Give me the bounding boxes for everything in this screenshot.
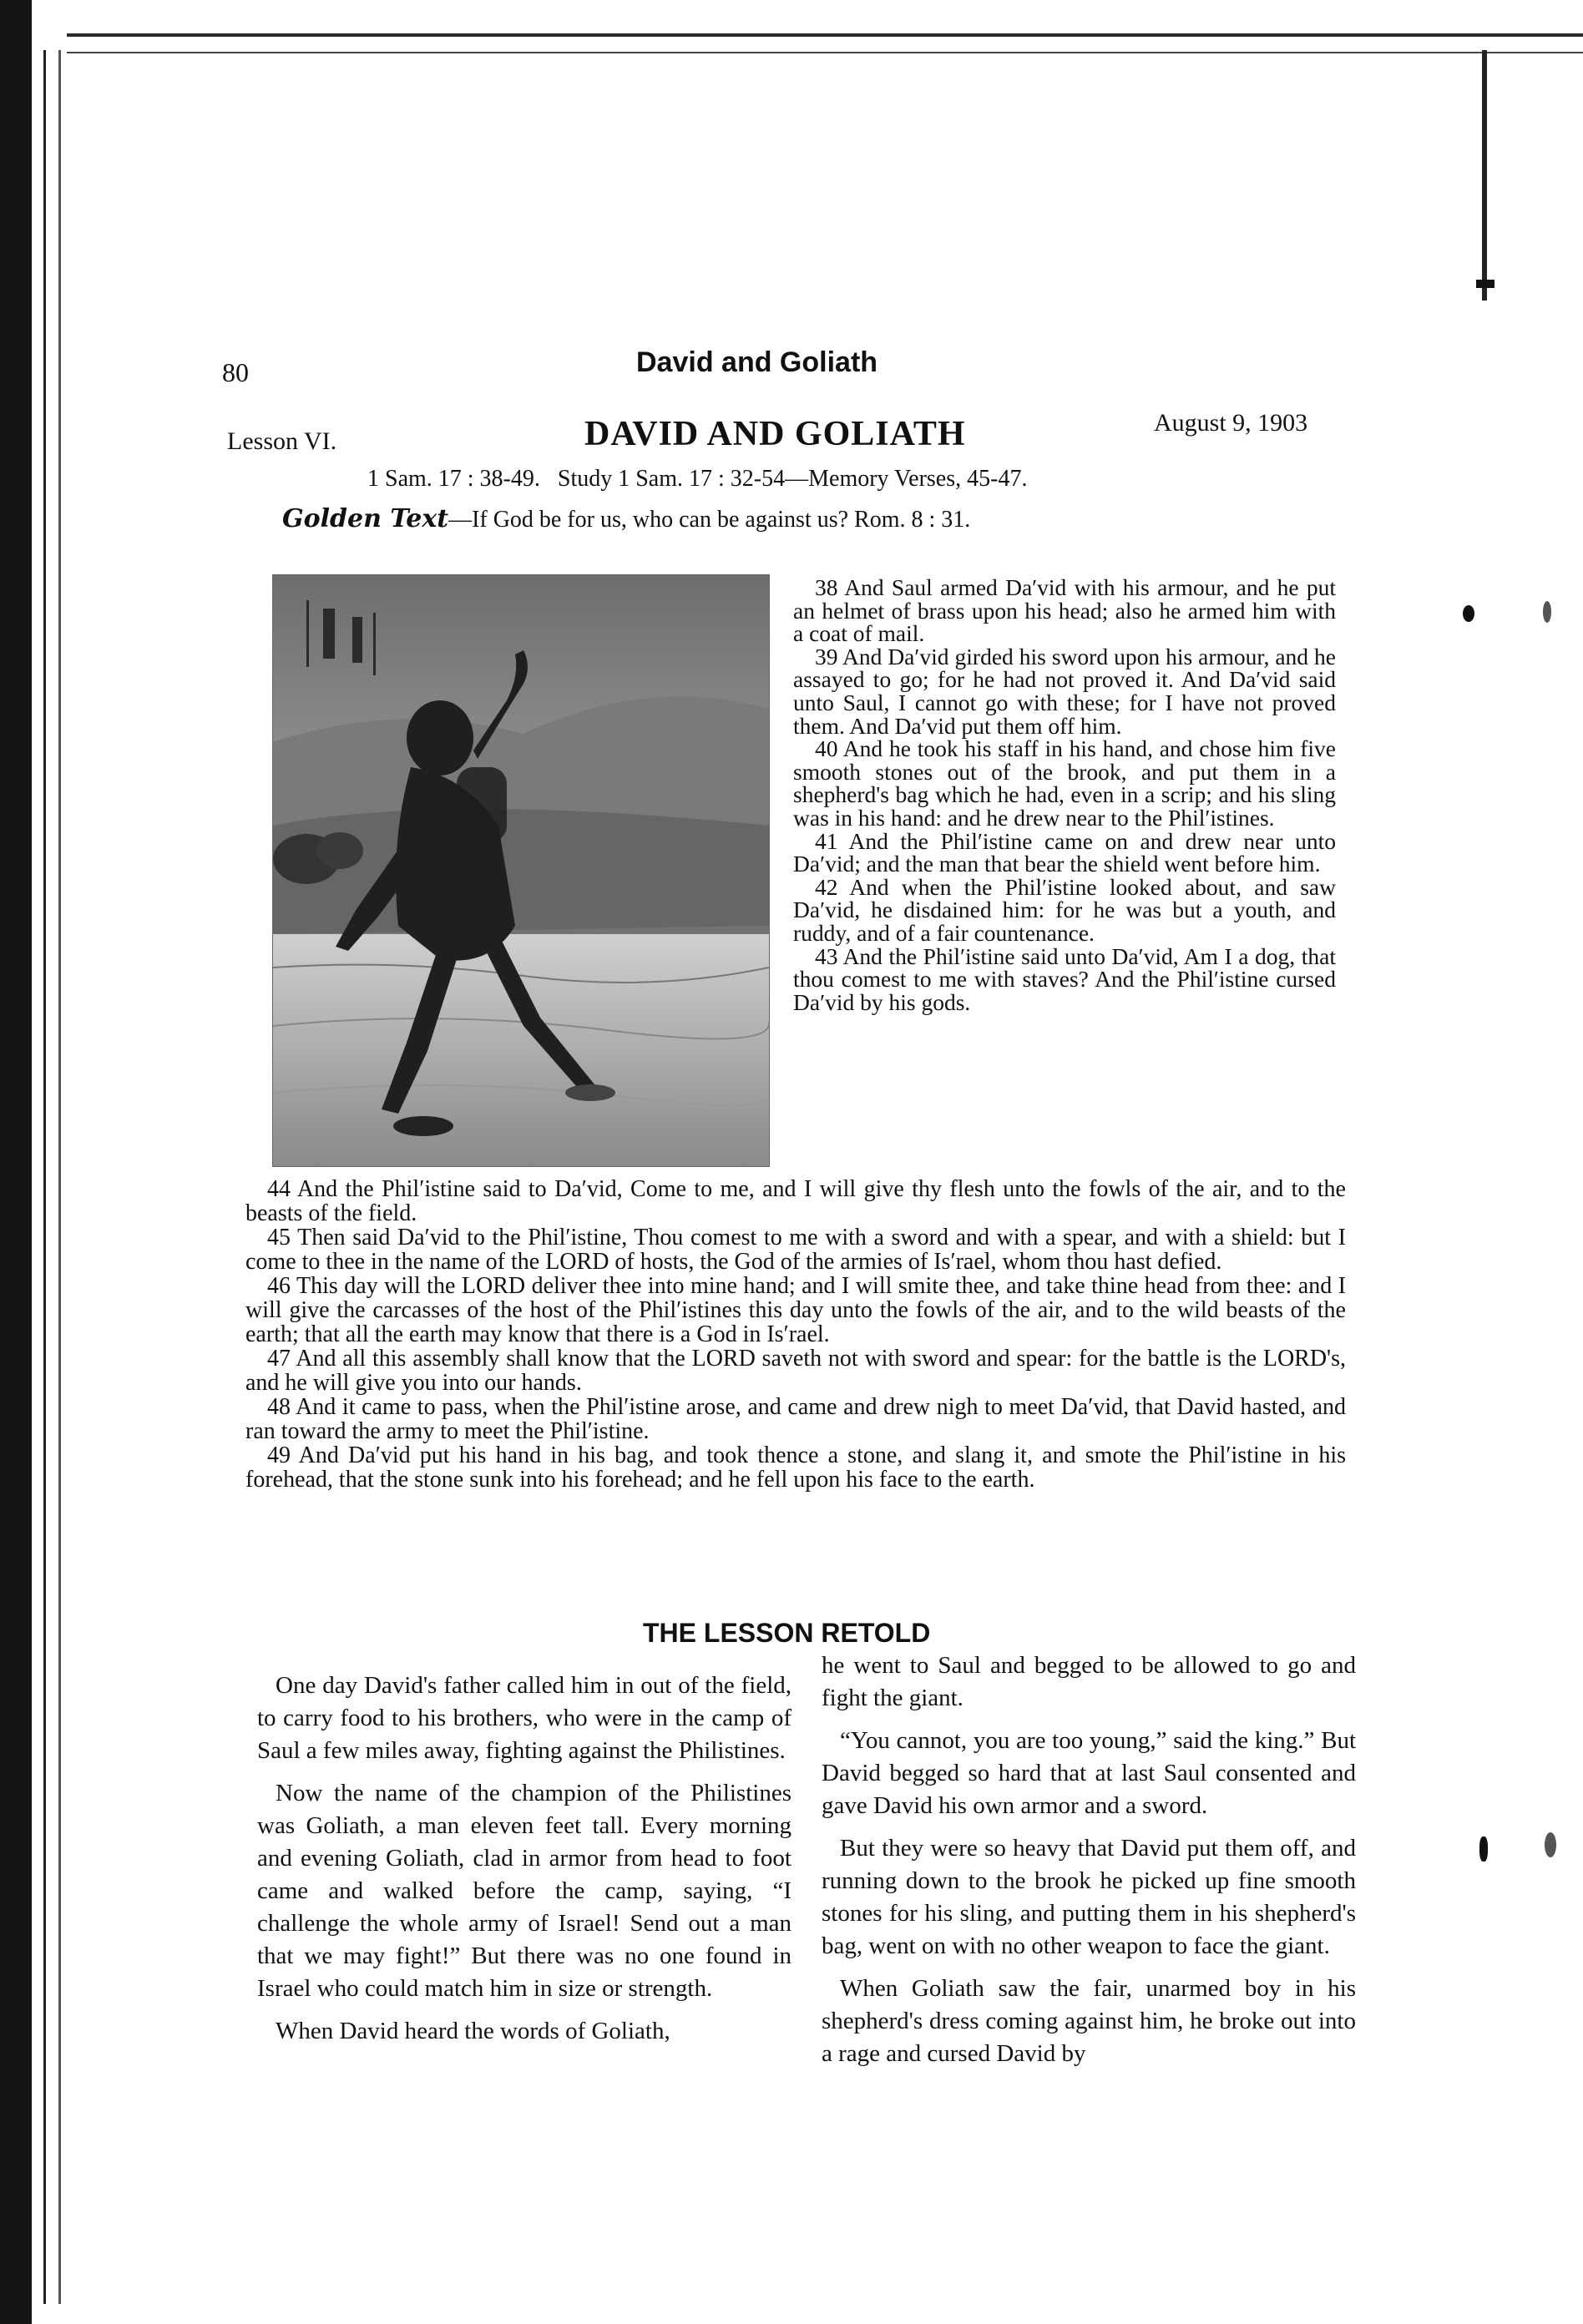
retold-paragraph: Now the name of the champion of the Philistines was Goliath, a man eleven feet tall. Every morning and evening Goliath, clad in armor from head to foot came and walked before the camp, saying, “I challenge the whole army of Israel! Send out a man that we may fight!” But there was no one found in Israel who could match him in size or strength. [257,1780,792,2002]
right-edge-mark [1482,50,1487,301]
verse-48: 48 And it came to pass, when the Phil′istine arose, and came and drew nigh to meet Da′vid, that David hasted, and ran toward the army to meet the Phil′istine. [245,1394,1346,1444]
verse-43: 43 And the Phil′istine said unto Da′vid, Am I a dog, that thou comest to me with staves? And the Phil′istine cursed Da′vid by his gods. [793,942,1336,1015]
golden-text-line [282,504,970,533]
scan-speck [1543,601,1551,623]
scripture-references: 1 Sam. 17 : 38-49. Study 1 Sam. 17 : 32-54—Memory Verses, 45-47. [367,466,1028,492]
spine-line [58,50,61,2304]
david-gathering-stones-icon [273,575,769,1166]
lesson-number: Lesson VI. [227,427,337,455]
lesson-title: DAVID AND GOLIATH [584,415,966,453]
verse-40: 40 And he took his staff in his hand, and chose him five smooth stones out of the brook, and put them in a shepherd's bag which he had, even in a scrip; and his sling was in his hand: and he drew near to the Phil′istines. [793,735,1336,831]
golden-text-label: Golden Text [282,504,449,533]
scan-speck [1479,1836,1488,1862]
verse-44: 44 And the Phil′istine said to Da′vid, Come to me, and I will give thy flesh unto the fowls of the air, and to the beasts of the field. [245,1176,1346,1226]
retold-right-column [822,1650,1356,2080]
scan-speck [1545,1832,1556,1857]
verse-42: 42 And when the Phil′istine looked about, and saw Da′vid, he disdained him: for he was but a youth, and ruddy, and of a fair countenance. [793,873,1336,946]
verse-38: 38 And Saul armed Da′vid with his armour, and he put an helmet of brass upon his head; also he armed him with a coat of mail. [793,574,1336,647]
lesson-date: August 9, 1903 [1154,409,1308,437]
scan-speck [1463,605,1474,622]
verses-column [793,576,1336,1013]
spine-line [43,50,46,2304]
golden-text: —If God be for us, who can be against us? Rom. 8 : 31. [448,507,971,533]
retold-paragraph: When David heard the words of Goliath, [276,2018,670,2044]
page-number: 80 [222,357,249,387]
verse-49: 49 And Da′vid put his hand in his bag, and took thence a stone, and slang it, and smote the Phil′istine in his forehead, that the stone sunk into his forehead; and he fell upon his face to the earth. [245,1442,1346,1493]
retold-paragraph: he went to Saul and begged to be allowed to go and fight the giant. [822,1652,1356,1711]
book-spine [0,0,32,2324]
illustration [272,574,770,1167]
verses-full-width [245,1177,1346,1492]
retold-paragraph: When Goliath saw the fair, unarmed boy in his shepherd's dress coming against him, he broke out into a rage and cursed David by [822,1975,1356,2067]
lesson-retold-heading: THE LESSON RETOLD [643,1618,931,1648]
running-head: David and Goliath [636,346,878,378]
retold-left-column [257,1670,792,2058]
verse-39: 39 And Da′vid girded his sword upon his armour, and he assayed to go; for he had not proved it. And Da′vid said unto Saul, I cannot go with these; for I have not proved them. And Da′vid put them off him. [793,643,1336,739]
verse-47: 47 And all this assembly shall know that the LORD saveth not with sword and spear: for the battle is the LORD's, and he will give you into our hands. [245,1346,1346,1396]
retold-paragraph: “You cannot, you are too young,” said the king.” But David begged so hard that at last Saul consented and gave David his own armor and a sword. [822,1727,1356,1819]
verse-41: 41 And the Phil′istine came on and drew near unto Da′vid; and the man that bear the shield went before him. [793,827,1336,877]
page-top-edge [67,33,1583,37]
verse-45: 45 Then said Da′vid to the Phil′istine, Thou comest to me with a sword and with a spear, and with a shield: but I come to thee in the name of the LORD of hosts, the God of the armies of Is′rael, whom thou hast defied. [245,1225,1346,1275]
page-top-edge [67,52,1583,53]
retold-paragraph: But they were so heavy that David put them off, and running down to the brook he picked up fine smooth stones for his sling, and putting them in his shepherd's bag, went on with no other weapon to face the giant. [822,1835,1356,1959]
right-edge-mark [1476,280,1494,288]
verse-46: 46 This day will the LORD deliver thee into mine hand; and I will smite thee, and take thine head from thee: and I will give the carcasses of the host of the Phil′istines this day unto the fowls of the air, and to the wild beasts of the earth; that all the earth may know that there is a God in Is′rael. [245,1273,1346,1347]
retold-paragraph: One day David's father called him in out of the field, to carry food to his brothers, who were in the camp of Saul a few miles away, fighting against the Philistines. [257,1672,792,1764]
